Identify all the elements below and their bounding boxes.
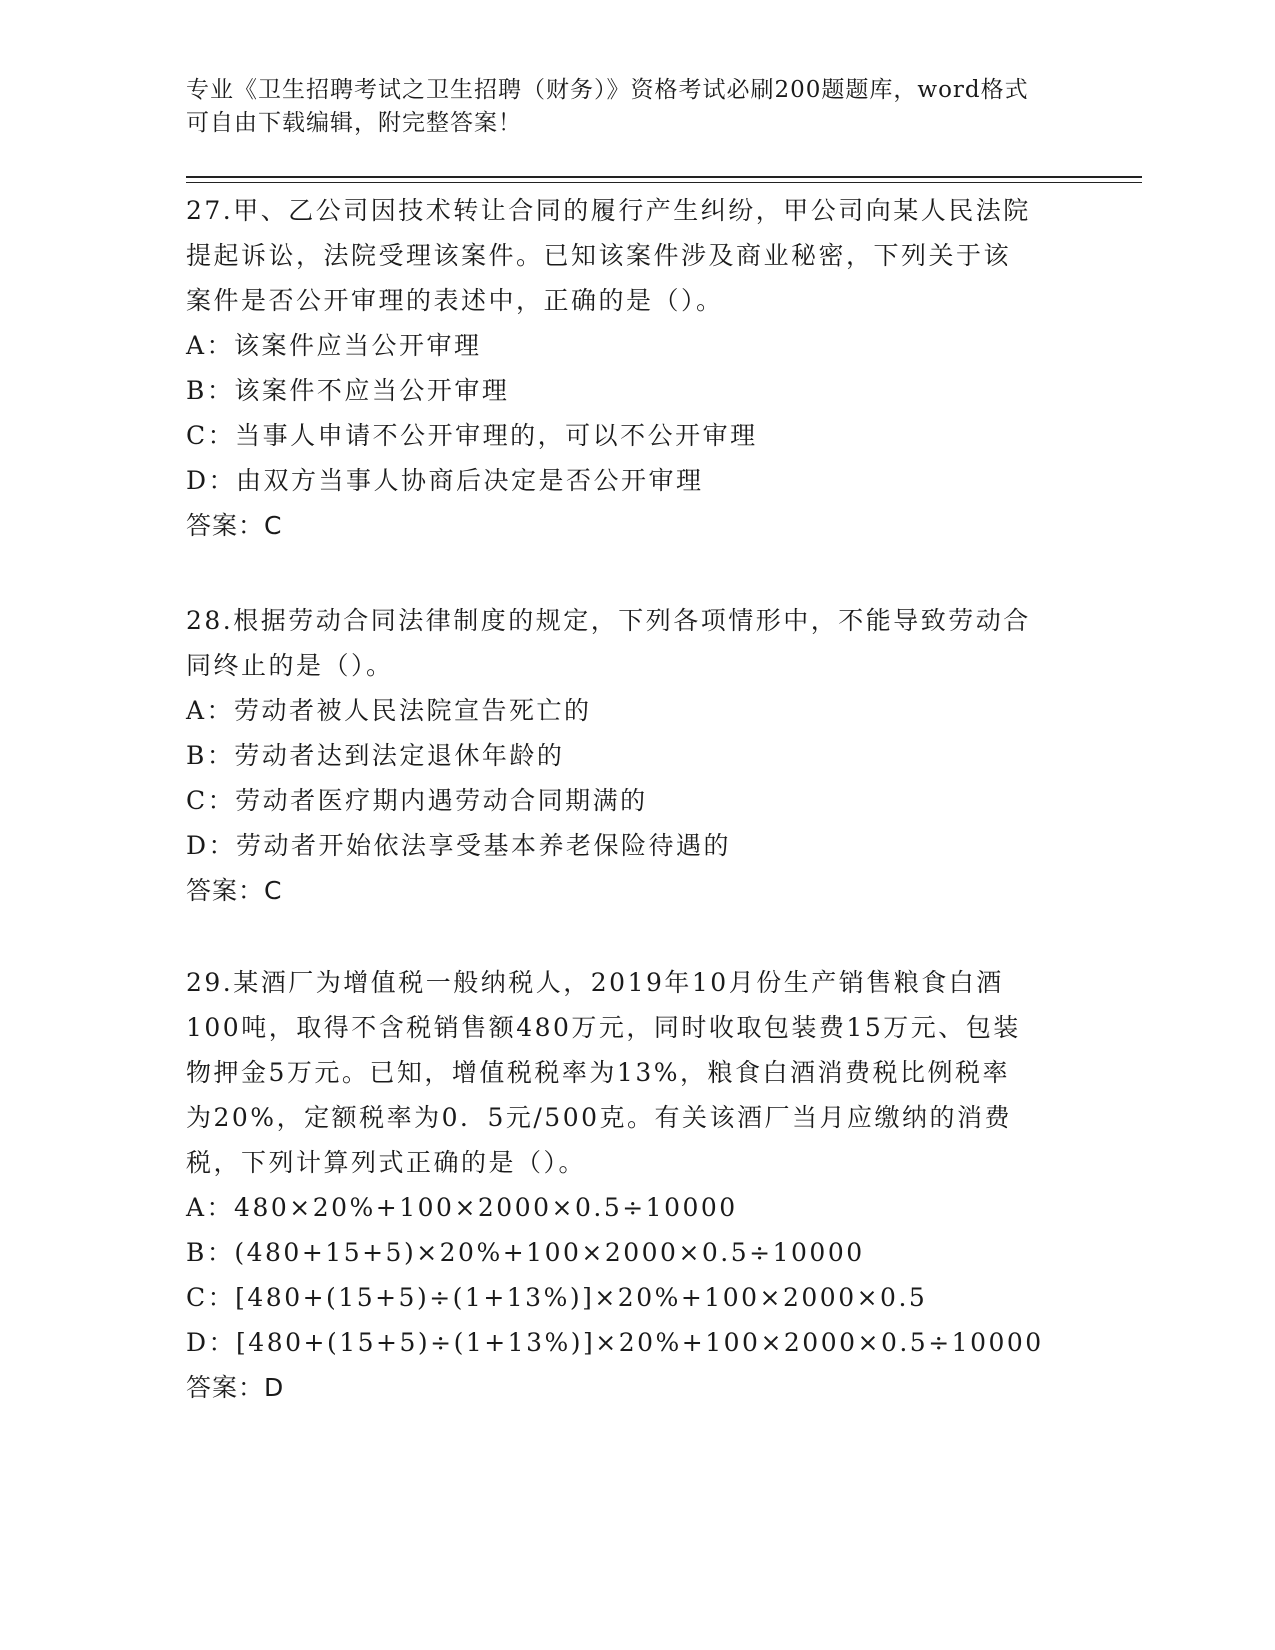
header-line-2: 可自由下载编辑，附完整答案！ — [186, 110, 522, 136]
option-a: A：480×20%+100×2000×0.5÷10000 — [186, 1193, 738, 1222]
question-stem-line: 100吨，取得不含税销售额480万元，同时收取包装费15万元、包装 — [186, 1013, 1021, 1042]
question-28 — [186, 598, 1086, 914]
answer: 答案：C — [186, 876, 283, 905]
question-stem-line: 28.根据劳动合同法律制度的规定，下列各项情形中，不能导致劳动合 — [186, 606, 1031, 635]
question-27 — [186, 188, 1086, 549]
header-divider-thick — [186, 176, 1142, 178]
question-stem-line: 提起诉讼，法院受理该案件。已知该案件涉及商业秘密，下列关于该 — [186, 241, 1012, 270]
answer: 答案：D — [186, 1373, 285, 1402]
question-stem-line: 29.某酒厂为增值税一般纳税人，2019年10月份生产销售粮食白酒 — [186, 968, 1004, 997]
document-header — [186, 74, 1066, 140]
option-d: D：[480+(15+5)÷(1+13%)]×20%+100×2000×0.5÷10000 — [186, 1328, 1044, 1357]
question-stem-line: 税，下列计算列式正确的是（）。 — [186, 1148, 587, 1177]
question-stem-line: 为20%，定额税率为0．5元/500克。有关该酒厂当月应缴纳的消费 — [186, 1103, 1013, 1132]
question-stem-line: 物押金5万元。已知，增值税税率为13%，粮食白酒消费税比例税率 — [186, 1058, 1010, 1087]
option-a: A：劳动者被人民法院宣告死亡的 — [186, 696, 592, 725]
answer: 答案：C — [186, 511, 283, 540]
option-d: D：由双方当事人协商后决定是否公开审理 — [186, 466, 704, 495]
option-a: A：该案件应当公开审理 — [186, 331, 482, 360]
option-c: C：[480+(15+5)÷(1+13%)]×20%+100×2000×0.5 — [186, 1283, 928, 1312]
option-b: B：劳动者达到法定退休年龄的 — [186, 741, 565, 770]
option-b: B：该案件不应当公开审理 — [186, 376, 510, 405]
option-c: C：当事人申请不公开审理的，可以不公开审理 — [186, 421, 758, 450]
question-29 — [186, 960, 1086, 1411]
question-stem-line: 27.甲、乙公司因技术转让合同的履行产生纠纷，甲公司向某人民法院 — [186, 196, 1031, 225]
header-line-1: 专业《卫生招聘考试之卫生招聘（财务）》资格考试必刷200题题库，word格式 — [186, 77, 1029, 103]
option-d: D：劳动者开始依法享受基本养老保险待遇的 — [186, 831, 732, 860]
option-c: C：劳动者医疗期内遇劳动合同期满的 — [186, 786, 648, 815]
question-stem-line: 同终止的是（）。 — [186, 651, 394, 680]
option-b: B：(480+15+5)×20%+100×2000×0.5÷10000 — [186, 1238, 865, 1267]
question-stem-line: 案件是否公开审理的表述中，正确的是（）。 — [186, 286, 724, 315]
header-divider-thin — [186, 182, 1142, 183]
